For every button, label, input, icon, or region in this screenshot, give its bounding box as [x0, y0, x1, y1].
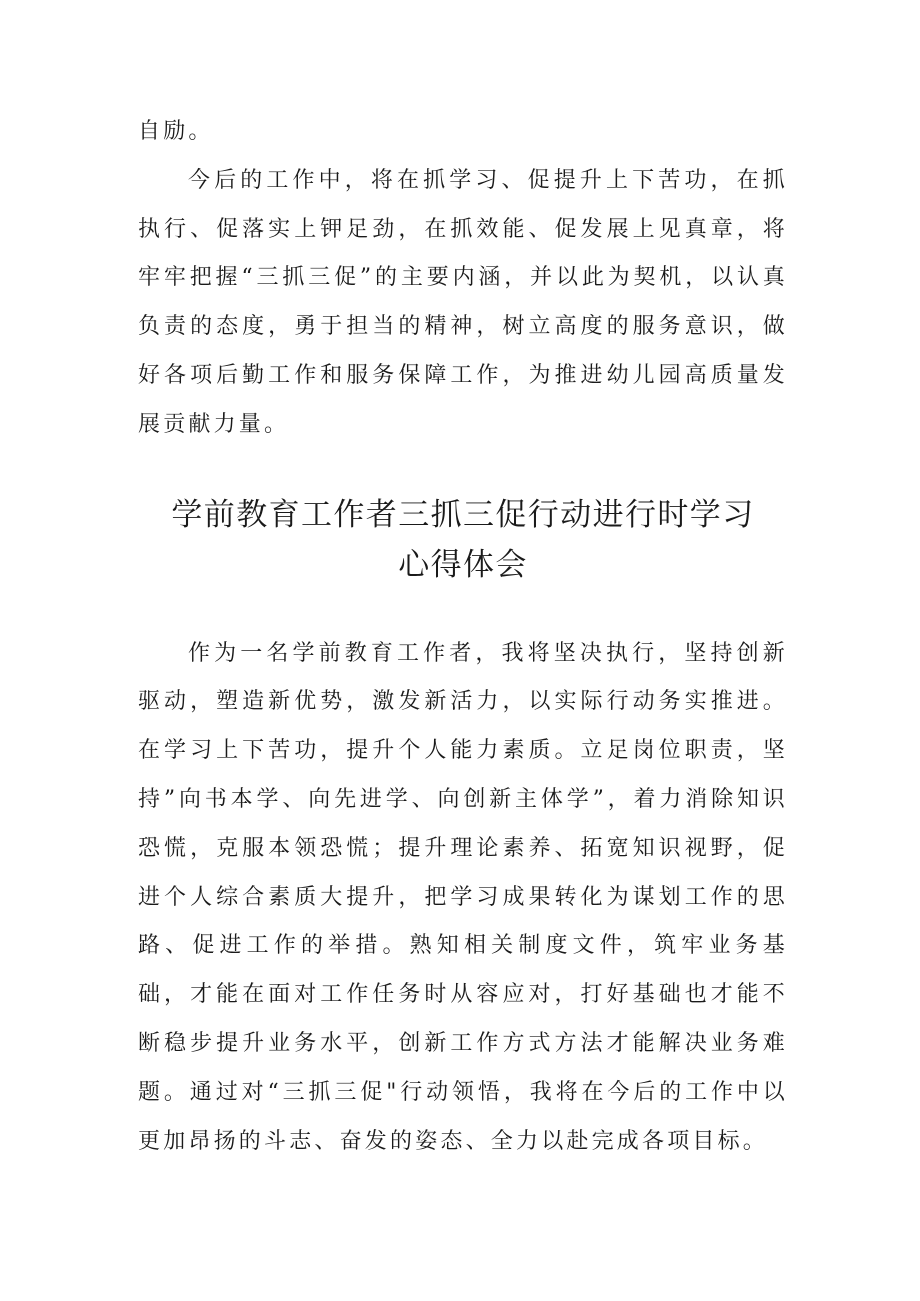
document-title	[138, 490, 788, 590]
body-paragraph-future-work: 今后的工作中，将在抓学习、促提升上下苦功，在抓执行、促落实上钾足劲，在抓效能、促发展上见真章，将牢牢把握“三抓三促”的主要内涵，并以此为契机，以认真负责的态度，勇于担当的精神，树立高度的服务意识，做好各项后勤工作和服务保障工作，为推进幼儿园高质量发展贡献力量。	[138, 167, 788, 437]
continuation-paragraph: 自励。	[138, 119, 214, 144]
body-paragraph-reflection: 作为一名学前教育工作者，我将坚决执行，坚持创新驱动，塑造新优势，激发新活力，以实际行动务实推进。在学习上下苦功，提升个人能力素质。立足岗位职责，坚持”向书本学、向先进学、向创新主体学”，着力消除知识恐慌，克服本领恐慌；提升理论素养、拓宽知识视野，促进个人综合素质大提升，把学习成果转化为谋划工作的思路、促进工作的举措。熟知相关制度文件，筑牢业务基础，才能在面对工作任务时从容应对，打好基础也才能不断稳步提升业务水平，创新工作方式方法才能解决业务难题。通过对“三抓三促"行动领悟，我将在今后的工作中以更加昂扬的斗志、奋发的姿态、全力以赴完成各项目标。	[138, 640, 788, 1154]
title-line-2: 心得体会	[398, 546, 528, 583]
document-page	[138, 108, 788, 1166]
title-line-1: 学前教育工作者三抓三促行动进行时学习	[171, 496, 755, 533]
